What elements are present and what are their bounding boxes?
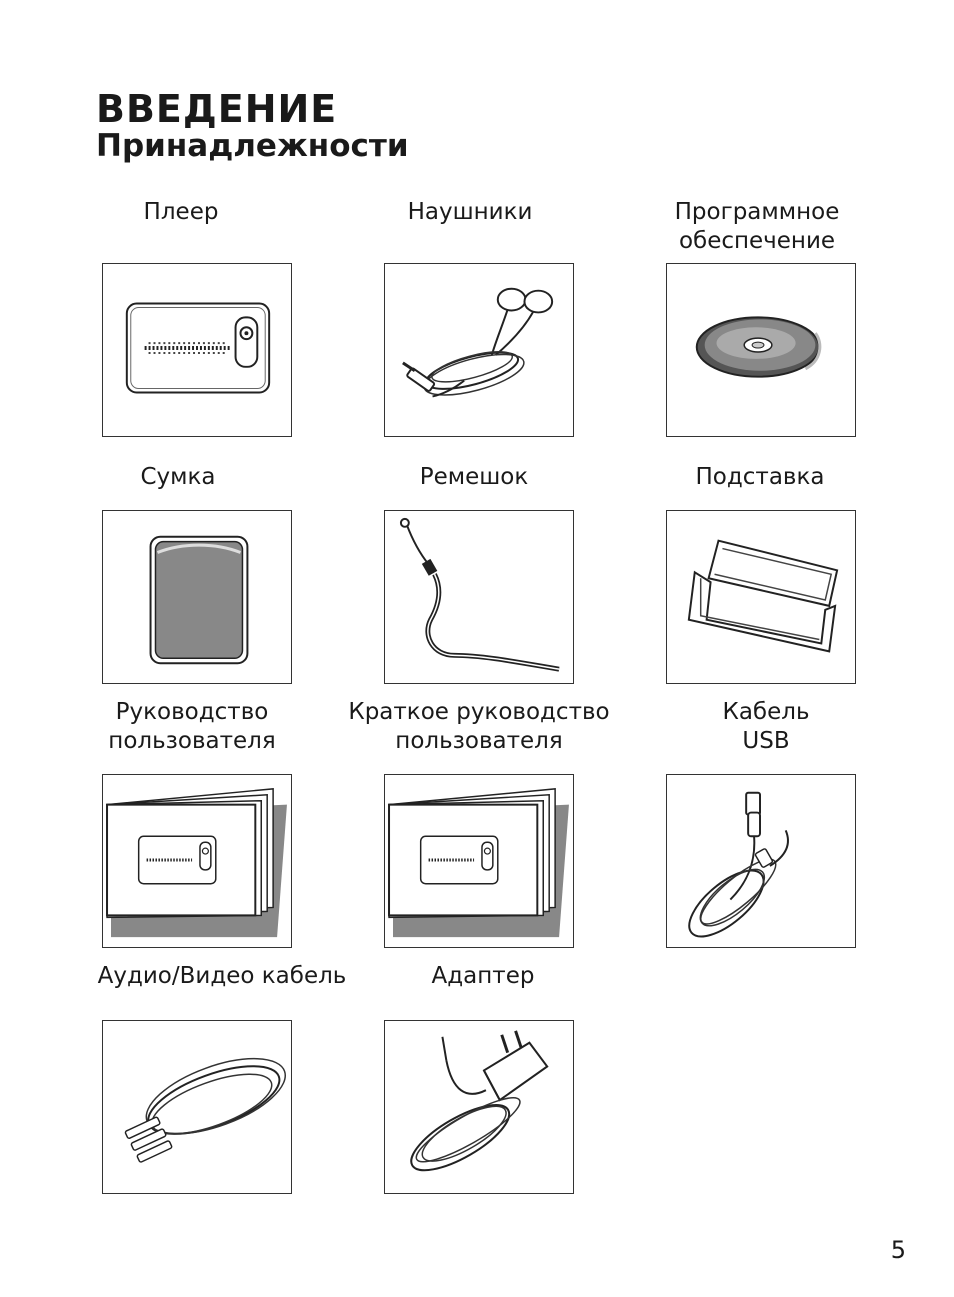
item-label-software: Программное обеспечение — [674, 199, 840, 254]
earphones-icon — [385, 264, 573, 436]
item-image-software — [666, 263, 856, 437]
item-label-quick-guide: Краткое руководство пользователя — [348, 699, 610, 754]
adapter-icon — [385, 1021, 573, 1193]
item-label-stand: Подставка — [695, 464, 825, 490]
item-image-strap — [384, 510, 574, 684]
item-image-quick-guide — [384, 774, 574, 948]
item-image-manual — [102, 774, 292, 948]
item-label-manual: Руководство пользователя — [108, 699, 276, 754]
av-cable-icon — [103, 1021, 291, 1193]
item-label-usb-cable: Кабель USB — [722, 699, 810, 754]
item-image-usb-cable — [666, 774, 856, 948]
usb-cable-icon — [667, 775, 855, 947]
item-image-player — [102, 263, 292, 437]
item-label-pouch: Сумка — [140, 464, 216, 490]
stand-icon — [667, 511, 855, 683]
item-image-adapter — [384, 1020, 574, 1194]
cd-icon — [667, 264, 855, 436]
player-icon — [103, 264, 291, 436]
item-image-stand — [666, 510, 856, 684]
item-label-earphones: Наушники — [407, 199, 533, 225]
item-image-pouch — [102, 510, 292, 684]
strap-icon — [385, 511, 573, 683]
section-title: ВВЕДЕНИЕ — [96, 87, 338, 131]
item-image-earphones — [384, 263, 574, 437]
item-label-adapter: Адаптер — [431, 963, 535, 989]
manual-icon — [103, 775, 291, 947]
pouch-icon — [103, 511, 291, 683]
page-subtitle: Принадлежности — [96, 128, 409, 164]
item-label-player: Плеер — [143, 199, 219, 225]
item-label-strap: Ремешок — [419, 464, 529, 490]
quick-guide-icon — [385, 775, 573, 947]
item-label-av-cable: Аудио/Видео кабель — [97, 963, 347, 989]
item-image-av-cable — [102, 1020, 292, 1194]
page-number: 5 — [890, 1236, 906, 1264]
